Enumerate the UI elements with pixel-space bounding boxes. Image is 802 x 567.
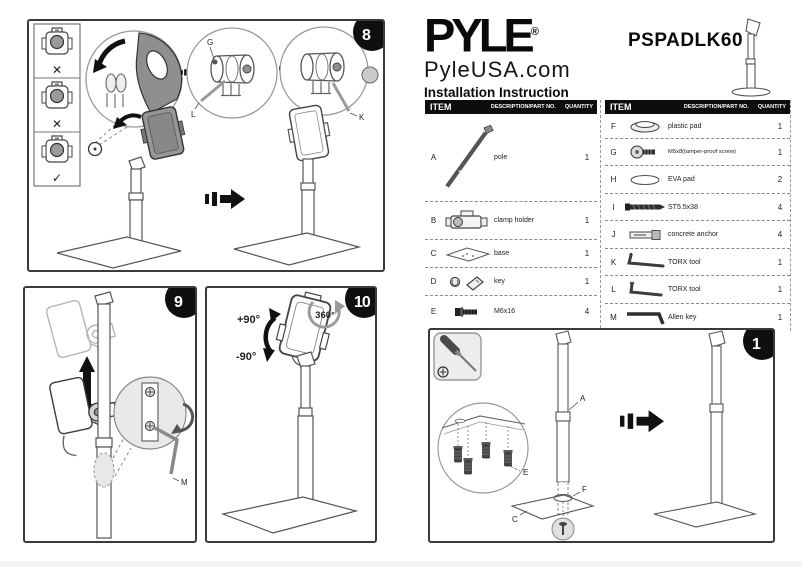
table-row [605,114,790,139]
part-qty: 1 [777,121,783,131]
step-number-badge: 9 [165,286,197,318]
part-qty: 4 [584,307,590,316]
part-desc: clamp holder [494,217,535,224]
torx-tool-icon [623,280,667,300]
part-desc: TORX tool [668,258,701,266]
col-quantity: QUANTITY [757,104,786,110]
part-desc: ST5.5x38 [668,203,698,211]
part-qty: 1 [777,147,783,157]
part-desc: pole [494,154,508,161]
item-letter: M [610,313,617,322]
col-item: ITEM [430,102,452,112]
forbidden-mark-icon: ✕ [51,117,63,131]
part-label-f: F [582,485,587,494]
table-row [425,268,597,296]
step-number-badge: 8 [353,19,385,51]
step1-panel [428,328,775,543]
item-letter: F [611,121,616,131]
part-qty: 4 [777,230,783,239]
step10-panel [205,286,377,543]
item-letter: E [430,307,437,316]
part-qty: 2 [777,175,783,184]
tilt-down-label: -90° [236,351,257,363]
item-letter: G [610,147,617,157]
pole-drawing [95,292,113,538]
table-row [605,194,790,221]
tablet-holder-gray [137,105,188,161]
item-letter: L [611,285,616,294]
detail-circle-anchors [438,403,528,493]
brand-block [424,10,571,100]
part-qty: 1 [777,313,783,322]
registered-mark: ® [530,26,539,38]
part-desc: plastic pad [668,122,702,130]
item-letter: B [430,216,437,225]
forbidden-mark-icon: ✕ [51,63,63,77]
table-row [605,304,790,331]
part-qty: 4 [777,202,783,212]
table-row [425,296,597,327]
arrow-icon [205,189,245,209]
part-qty: 1 [777,257,783,267]
item-letter: A [430,153,437,162]
base-icon [445,245,491,263]
tilt-up-label: +90° [237,314,261,326]
part-label-g: G [207,38,214,47]
detail-circle-set-screw [114,377,193,487]
concrete-anchor-icon [626,228,664,242]
tamper-proof-screw-icon [629,144,661,160]
item-letter: C [430,249,437,258]
part-desc: key [494,278,505,285]
detail-circle-insert-screw [187,28,277,119]
doc-title: Installation Instruction [424,84,569,100]
col-item: ITEM [610,102,632,112]
table-divider [600,100,601,328]
allowed-mark-icon: ✓ [51,171,63,185]
table-header [605,100,790,114]
stand-drawing [223,352,356,533]
screwdriver-tool-box [434,333,481,380]
eva-pad-icon [627,173,663,187]
part-label-m: M [181,478,188,487]
step10-illustration [207,288,375,541]
screw-st5538-icon [623,201,667,213]
assembled-stand-drawing [654,331,755,527]
part-qty: 1 [584,249,590,258]
table-row [425,240,597,268]
website-text: PyleUSA.com [424,56,571,82]
brand-name: PYLE [424,8,531,62]
part-label-a: A [580,394,586,403]
table-header [425,100,597,114]
key-icon [447,273,489,291]
clamp-holder-icon [445,208,491,234]
table-divider [790,100,791,331]
part-desc: base [494,250,510,257]
col-description: DESCRIPTION/PART NO. [683,104,749,110]
plastic-pad-icon [627,118,663,134]
assembled-stand-drawing [234,104,359,265]
brand-logo [424,8,571,62]
allen-key-icon [623,310,667,326]
parts-table-left [425,100,597,327]
part-qty: 1 [584,216,590,225]
part-qty: 1 [584,277,590,286]
part-label-k: K [359,113,365,122]
item-letter: I [612,202,615,212]
table-row [605,249,790,276]
table-row [605,276,790,304]
item-letter: J [611,230,616,239]
step8-illustration [29,21,383,270]
part-desc: Allen key [668,314,697,321]
rotate-360-label: 360° [315,310,335,321]
step9-panel [23,286,197,543]
pole-icon [442,118,494,198]
part-desc: M6x16 [494,308,516,315]
table-row [605,221,790,249]
detail-source-area [94,453,114,487]
table-row [425,202,597,240]
item-letter: K [610,257,617,267]
step-number-badge: 10 [345,286,377,318]
part-qty: 1 [584,153,590,162]
part-label-l: L [191,110,196,119]
scan-edge [0,561,802,567]
col-quantity: QUANTITY [564,104,593,110]
part-desc: concrete anchor [668,231,719,238]
step-number-badge: 1 [743,328,775,360]
table-row [605,139,790,166]
part-desc: M5x8(tamper-proof screw) [668,149,736,155]
item-letter: H [610,175,617,184]
table-row [605,166,790,194]
part-label-c: C [512,515,518,524]
torx-tool-icon [623,252,667,272]
part-label-e: E [523,468,529,477]
item-letter: D [430,277,437,286]
bolt-m6x16-icon [452,304,484,320]
part-qty: 1 [777,285,783,294]
arrow-icon [620,410,664,432]
step1-illustration [430,330,773,541]
model-number: PSPADLK60 [628,30,744,51]
table-row [425,114,597,202]
part-desc: EVA pad [668,176,695,183]
part-desc: TORX tool [668,286,701,293]
col-description: DESCRIPTION/PART NO. [490,104,556,110]
step9-illustration [25,288,195,541]
parts-table-right [605,100,790,331]
product-thumbnail [727,16,772,98]
orientation-legend [34,24,80,186]
step8-panel [27,19,385,272]
